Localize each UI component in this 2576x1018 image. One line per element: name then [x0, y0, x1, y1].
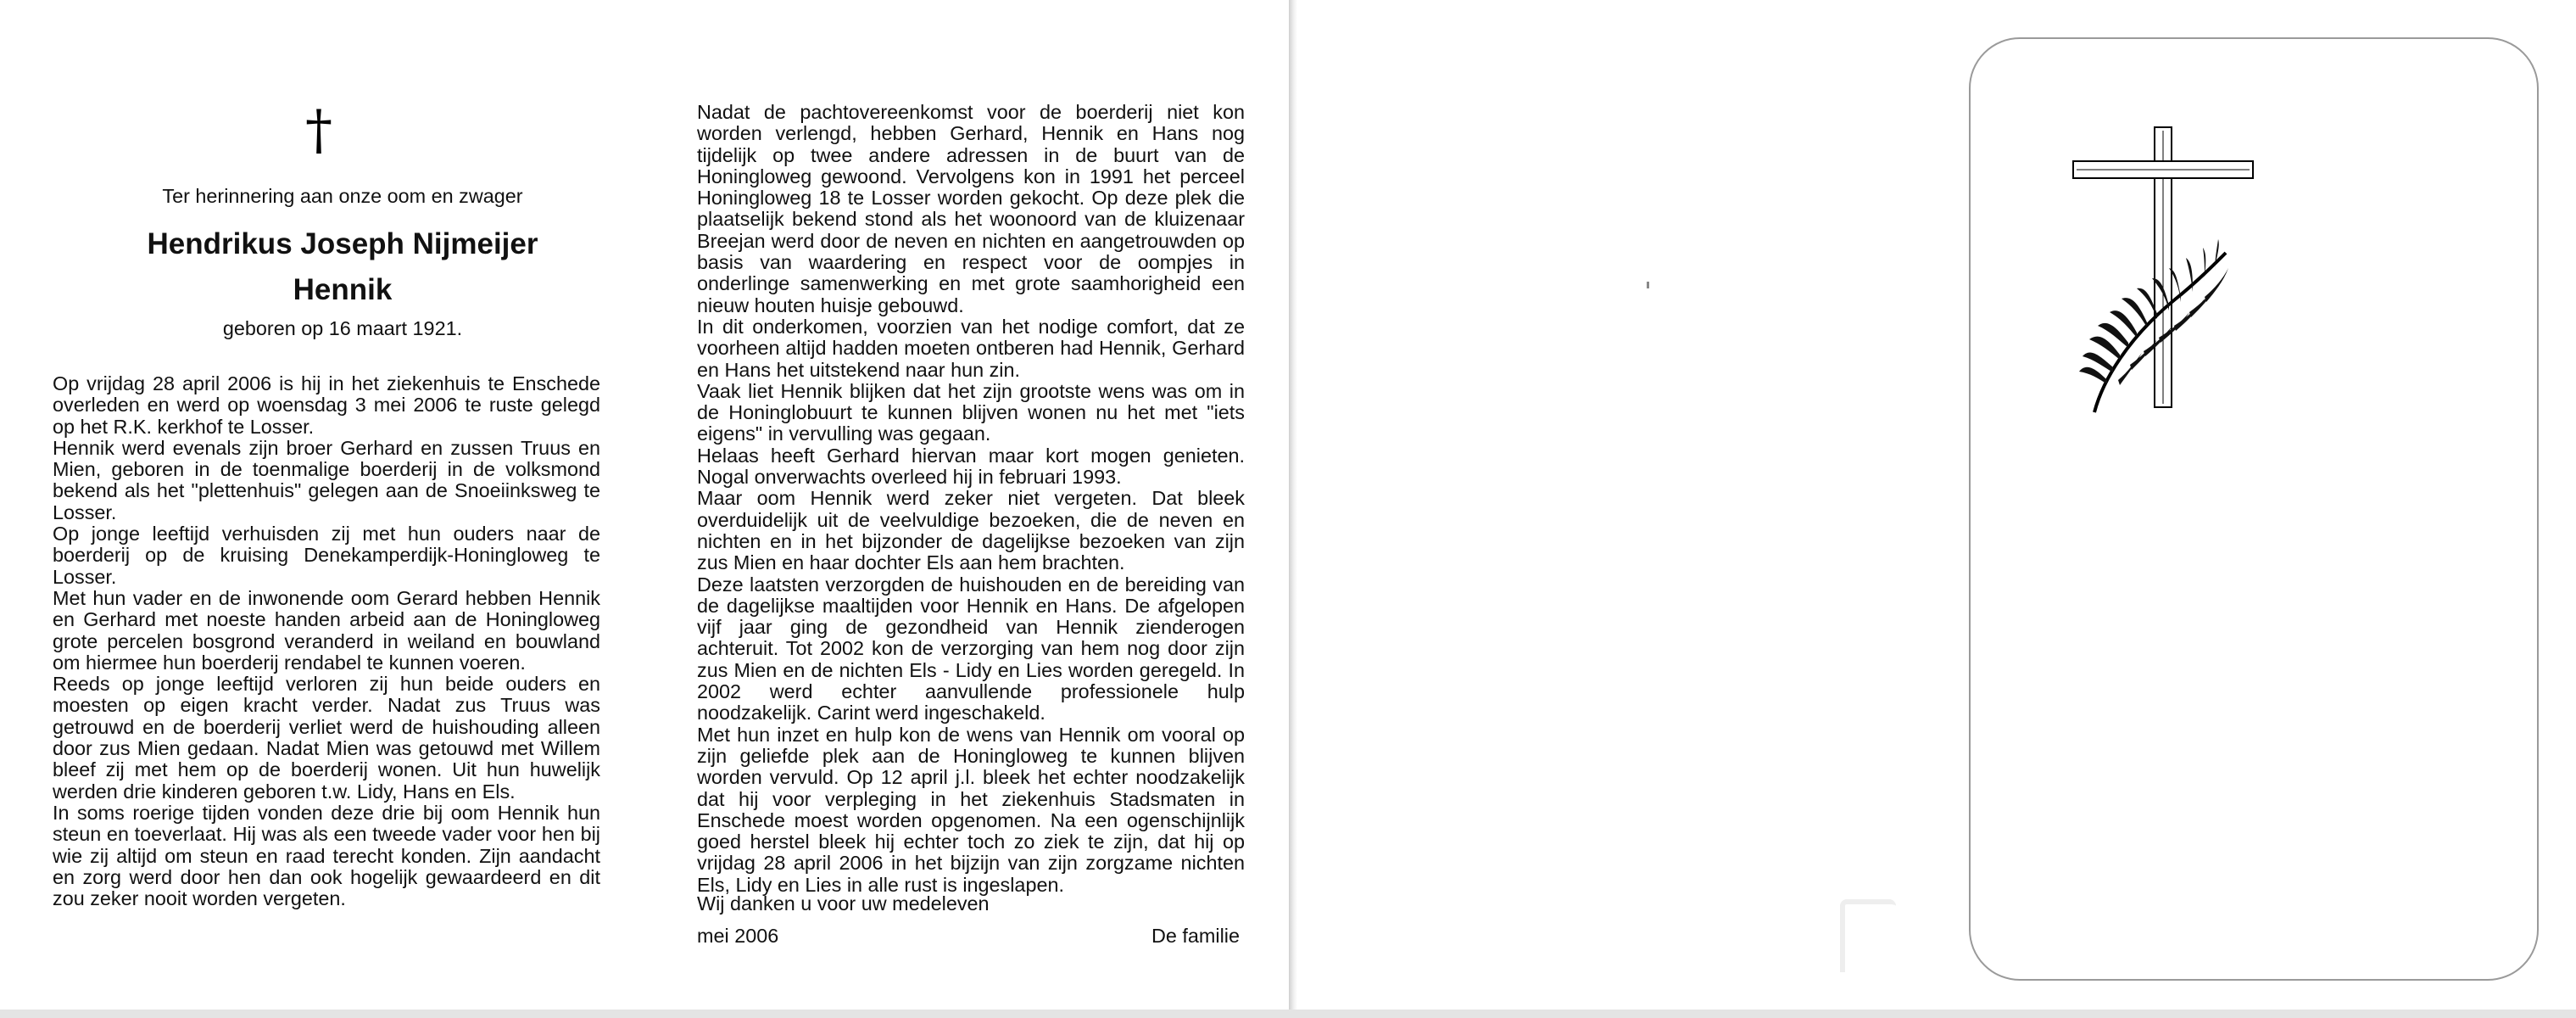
birth-date: geboren op 16 maart 1921.	[222, 317, 463, 339]
biography-paragraph: In soms roerige tijden vonden deze drie bij oom Hennik hun steun en toeverlaat. Hij was als een tweede vader voor hen bij wie zij altijd om steun en raad terecht konden. Zijn aandacht en zorg werd door hen dan ook hogelijk gewaardeerd en dit zou zeker nooit worden vergeten.	[53, 801, 600, 910]
thanks-line: Wij danken u voor uw medeleven	[697, 892, 990, 915]
deceased-name: Hendrikus Joseph Nijmeijer	[147, 227, 538, 260]
biography-paragraph: Maar oom Hennik werd zeker niet vergeten. Dat bleek overduidelijk uit de veelvuldige bezoeken, die de neven en nichten en in het bijzonder de dagelijkse bezoeken van zijn zus Mien en haar dochter Els aan hem brachten.	[697, 487, 1245, 574]
cross-icon: †	[305, 99, 332, 162]
biography-paragraph: Nadat de pachtovereenkomst voor de boerderij niet kon worden verlengd, hebben Gerhard, Hennik en Hans nog tijdelijk op twee andere adressen in de buurt van de Honingloweg gewoond. Vervolgens kon in 1991 het perceel Honingloweg 18 te Losser worden gekocht. Op deze plek die plaatselijk bekend stond als het woonoord van de kluizenaar Breejan werd door de neven en nichten en aangetrouwden op basis van waardering en respect voor de oompjes in onderlinge samenwerking en met grote saamhorigheid een nieuw houten huisje gebouwd.	[697, 101, 1245, 316]
intro-line: Ter herinnering aan onze oom en zwager	[162, 185, 523, 207]
signature: De familie	[1151, 925, 1240, 947]
biography-paragraph: Reeds op jonge leeftijd verloren zij hun beide ouders en moesten op eigen kracht verder. Nadat zus Truus was getrouwd en de boerderij verliet werd de huishouding alleen door zus Mien gedaan. Nadat Mien was getouwd met Willem bleef zij met hem op de boerderij wonen. Uit hun huwelijk werden drie kinderen geboren t.w. Lidy, Hans en Els.	[53, 673, 600, 803]
deceased-nickname: Hennik	[293, 273, 393, 306]
date-line: mei 2006	[697, 925, 779, 947]
biography-left-column	[53, 373, 600, 909]
biography-right-column	[697, 102, 1245, 896]
biography-paragraph: Met hun vader en de inwonende oom Gerard hebben Hennik en Gerhard met noeste handen arbeid aan de Honingloweg grote percelen bosgrond veranderd in weiland en bouwland om hiermee hun boerderij rendabel te kunnen voeren.	[53, 586, 600, 674]
biography-paragraph: Op vrijdag 28 april 2006 is hij in het ziekenhuis te Enschede overleden en werd op woensdag 3 mei 2006 te ruste gelegd op het R.K. kerkhof te Losser.	[53, 372, 600, 438]
scan-edge	[0, 1010, 2576, 1018]
cross-with-palm-branch-icon	[2069, 126, 2264, 431]
scan-speck	[1647, 282, 1649, 288]
biography-paragraph: Op jonge leeftijd verhuisden zij met hun ouders naar de boerderij op de kruising Denekamperdijk-Honingloweg te Losser.	[53, 523, 600, 588]
biography-paragraph: Helaas heeft Gerhard hiervan maar kort mogen genieten. Nogal onverwachts overleed hij in februari 1993.	[697, 444, 1245, 489]
biography-paragraph: In dit onderkomen, voorzien van het nodige comfort, dat ze voorheen altijd hadden moeten ontberen had Hennik, Gerhard en Hans het uitstekend naar hun zin.	[697, 315, 1245, 381]
biography-paragraph: Met hun inzet en hulp kon de wens van Hennik om vooral op zijn geliefde plek aan de Honingloweg te kunnen blijven worden vervuld. Op 12 april j.l. bleek het echter noodzakelijk dat hij voor verpleging in het ziekenhuis Stadsmaten in Enschede moest worden opgenomen. Na een ogenschijnlijk goed herstel bleek hij echter toch zo ziek te zijn, dat hij op vrijdag 28 april 2006 in het bijzijn van zijn zorgzame nichten Els, Lidy en Lies in alle rust is ingeslapen.	[697, 723, 1245, 896]
printer-mark	[1840, 899, 1896, 972]
biography-paragraph: Hennik werd evenals zijn broer Gerhard en zussen Truus en Mien, geboren in de toenmalige boerderij in de volksmond bekend als het "plettenhuis" gelegen aan de Snoeiinksweg te Losser.	[53, 436, 600, 523]
biography-paragraph: Deze laatsten verzorgden de huishouden en de bereiding van de dagelijkse maaltijden voor Hennik en Hans. De afgelopen vijf jaar ging de gezondheid van Hennik zienderogen achteruit. Tot 2002 kon de verzorging van hem nog door zijn zus Mien en de nichten Els - Lidy en Lies worden geregeld. In 2002 werd echter aanvullende professionele hulp noodzakelijk. Carint werd ingeschakeld.	[697, 573, 1245, 724]
fold-line	[1289, 0, 1297, 1018]
biography-paragraph: Vaak liet Hennik blijken dat het zijn grootste wens was om in de Honinglobuurt te kunnen blijven wonen nu het met "iets eigens" in vervulling was gegaan.	[697, 379, 1245, 445]
